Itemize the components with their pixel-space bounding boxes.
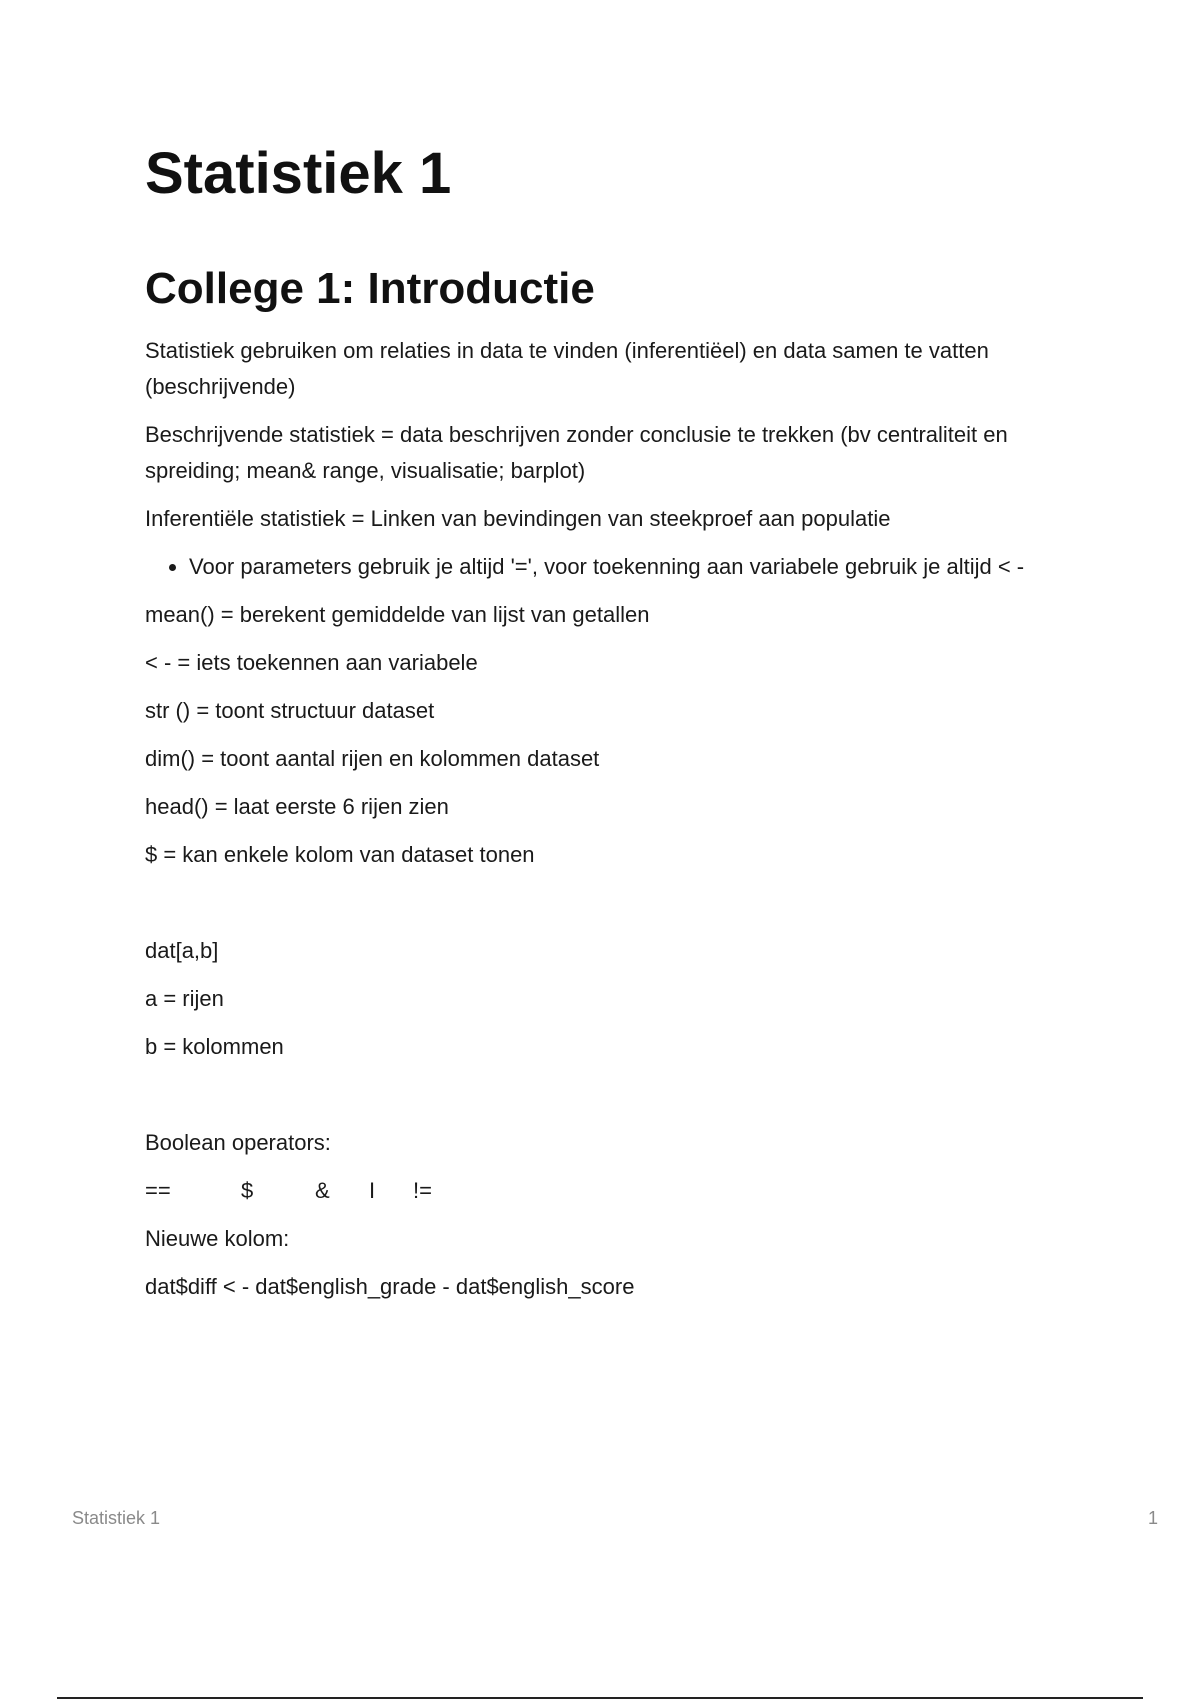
operator: $ xyxy=(241,1178,254,1203)
document-body xyxy=(145,333,1075,1317)
paragraph: Inferentiële statistiek = Linken van bevindingen van steekproef aan populatie xyxy=(145,506,891,531)
paragraph: Statistiek gebruiken om relaties in data te vinden (inferentiëel) en data samen te vatten (beschrijvende) xyxy=(145,338,989,399)
footer-title: Statistiek 1 xyxy=(72,1508,161,1528)
new-column-label: Nieuwe kolom: xyxy=(145,1226,290,1251)
page-divider xyxy=(57,1697,1143,1699)
blank-line xyxy=(145,885,1075,933)
blank-line xyxy=(145,1077,1075,1125)
operator: & xyxy=(315,1178,330,1203)
function-line: dim() = toont aantal rijen en kolommen dataset xyxy=(145,746,600,771)
page-number: 1 xyxy=(1147,1508,1158,1528)
function-line: $ = kan enkele kolom van dataset tonen xyxy=(145,842,535,867)
document-title: Statistiek 1 xyxy=(145,141,452,206)
indexing-line: b = kolommen xyxy=(145,1034,284,1059)
paragraph: Beschrijvende statistiek = data beschrijven zonder conclusie te trekken (bv centraliteit en spreiding; mean& range, visualisatie; barplot) xyxy=(145,422,1008,483)
function-line: < - = iets toekennen aan variabele xyxy=(145,650,478,675)
new-column-code: dat$diff < - dat$english_grade - dat$english_score xyxy=(145,1274,635,1299)
operator: != xyxy=(413,1178,432,1203)
section-heading: College 1: Introductie xyxy=(145,264,595,313)
function-line: head() = laat eerste 6 rijen zien xyxy=(145,794,449,819)
function-line: mean() = berekent gemiddelde van lijst van getallen xyxy=(145,602,650,627)
boolean-label: Boolean operators: xyxy=(145,1130,331,1155)
operator: == xyxy=(145,1178,171,1203)
bullet-item: • Voor parameters gebruik je altijd '=', voor toekenning aan variabele gebruik je altijd < - xyxy=(189,549,1075,585)
indexing-line: dat[a,b] xyxy=(145,938,219,963)
boolean-operators xyxy=(145,1173,1075,1209)
bullet-list xyxy=(145,549,1075,585)
indexing-line: a = rijen xyxy=(145,986,224,1011)
function-line: str () = toont structuur dataset xyxy=(145,698,435,723)
operator: I xyxy=(369,1178,376,1203)
